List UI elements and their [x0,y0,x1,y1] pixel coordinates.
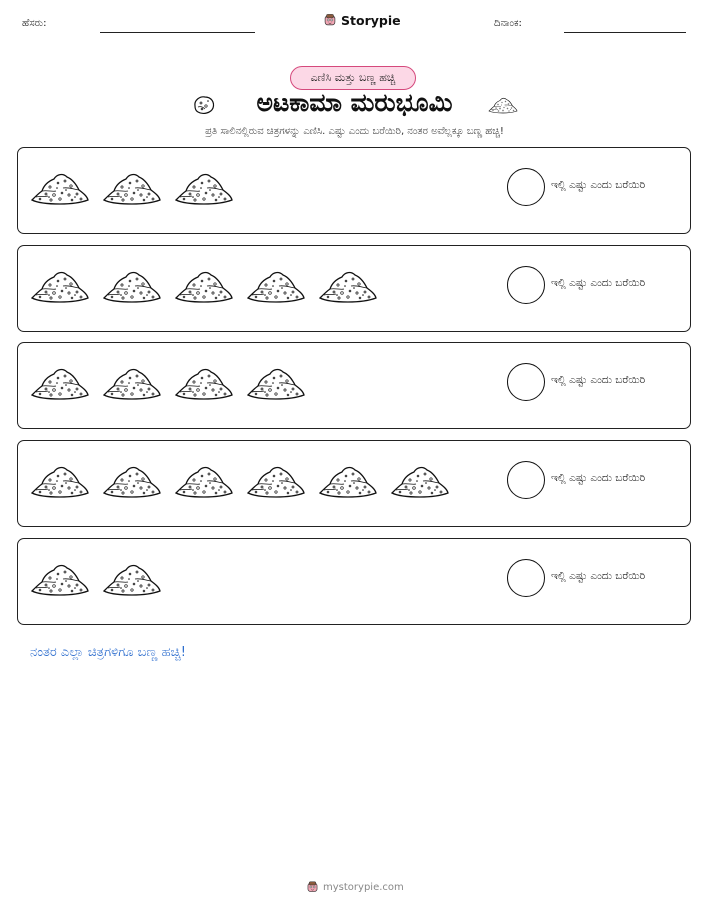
name-field[interactable] [100,32,255,33]
sand-pile-icon [30,459,90,499]
picture-group [30,166,234,206]
sand-pile-icon [174,166,234,206]
storypie-mascot-icon [306,880,319,894]
sand-pile-icon [30,361,90,401]
sand-pile-icon [318,264,378,304]
brand-name: Storypie [341,12,401,28]
date-label: ದಿನಾಂಕ: [494,18,522,29]
answer-label: ಇಲ್ಲಿ ಎಷ್ಟು ಎಂದು ಬರೆಯಿರಿ [551,374,646,386]
answer-label: ಇಲ್ಲಿ ಎಷ್ಟು ಎಂದು ಬರೆಯಿರಿ [551,277,646,289]
answer-circle[interactable] [507,266,545,304]
sand-pile-icon [30,166,90,206]
storypie-mascot-icon [323,12,337,28]
count-row [17,538,691,625]
activity-tag: ಎಣಿಸಿ ಮತ್ತು ಬಣ್ಣ ಹಚ್ಚಿ [290,66,416,90]
sand-pile-icon [488,94,518,114]
answer-label: ಇಲ್ಲಿ ಎಷ್ಟು ಎಂದು ಬರೆಯಿರಿ [551,570,646,582]
sand-pile-icon [102,166,162,206]
count-row [17,245,691,332]
sand-pile-icon [246,459,306,499]
answer-label: ಇಲ್ಲಿ ಎಷ್ಟು ಎಂದು ಬರೆಯಿರಿ [551,179,646,191]
answer-circle[interactable] [507,168,545,206]
picture-group [30,264,378,304]
instructions: ಪ್ರತಿ ಸಾಲಿನಲ್ಲಿರುವ ಚಿತ್ರಗಳನ್ನು ಎಣಿಸಿ. ಎಷ್ಟು ಎಂದು ಬರೆಯಿರಿ, ನಂತರ ಅವೆಲ್ಲಕ್ಕೂ ಬಣ್ಣ ಹಚ್ಚಿ! [205,126,504,137]
picture-group [30,361,306,401]
sand-pile-icon [174,361,234,401]
sand-pile-icon [390,459,450,499]
sand-pile-icon [246,264,306,304]
name-label: ಹೆಸರು: [22,18,47,29]
sand-pile-icon [246,361,306,401]
sand-pile-icon [102,361,162,401]
sand-pile-icon [102,264,162,304]
storypie-logo [323,12,401,28]
footer-note: ನಂತರ ಎಲ್ಲಾ ಚಿತ್ರಗಳಿಗೂ ಬಣ್ಣ ಹಚ್ಚಿ! [30,645,186,660]
answer-circle[interactable] [507,461,545,499]
sand-pile-icon [102,557,162,597]
count-row [17,440,691,527]
answer-label: ಇಲ್ಲಿ ಎಷ್ಟು ಎಂದು ಬರೆಯಿರಿ [551,472,646,484]
footer-url: mystorypie.com [323,881,404,893]
answer-circle[interactable] [507,559,545,597]
date-field[interactable] [564,32,686,33]
page-title: ಅಟಕಾಮಾ ಮರುಭೂಮಿ [256,88,453,117]
sand-pile-icon [30,557,90,597]
footer-logo [306,880,404,894]
count-row [17,147,691,234]
sand-pile-icon [174,264,234,304]
count-row [17,342,691,429]
sand-pile-icon [102,459,162,499]
picture-group [30,557,162,597]
answer-circle[interactable] [507,363,545,401]
picture-group [30,459,450,499]
sand-pile-icon [30,264,90,304]
sand-pile-icon [174,459,234,499]
sand-pile-icon [318,459,378,499]
